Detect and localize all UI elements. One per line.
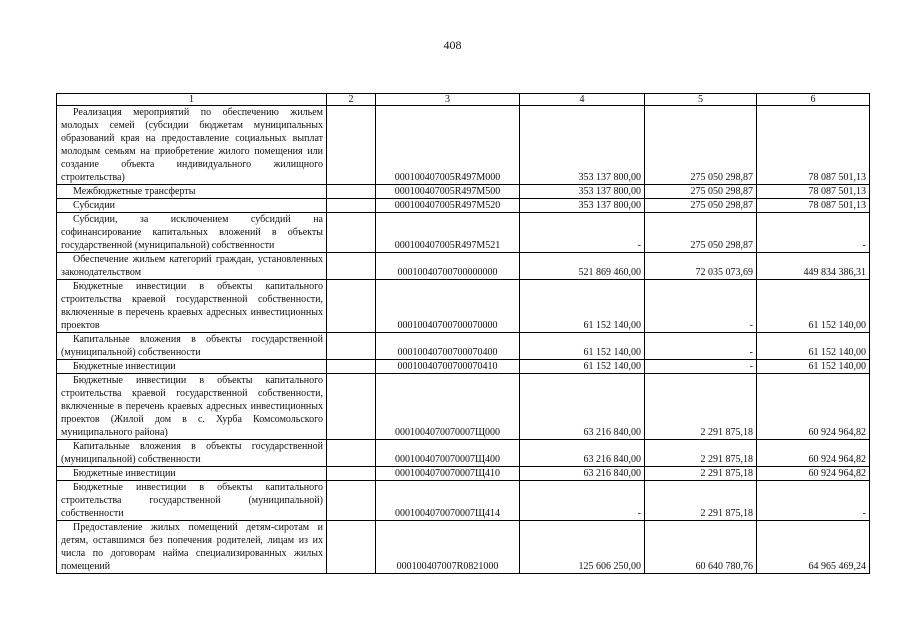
row-value-4-cell: 63 216 840,00 <box>520 374 645 440</box>
row-code-cell: 000100407005R497M500 <box>376 185 520 199</box>
row-value-5-cell: - <box>645 360 757 374</box>
table-row <box>57 333 870 360</box>
row-value-6-cell: 78 087 501,13 <box>757 185 870 199</box>
column-header: 4 <box>520 94 645 106</box>
row-value-5-cell: 2 291 875,18 <box>645 481 757 521</box>
row-code-cell: 0001004070070007Щ400 <box>376 440 520 467</box>
row-value-5-cell: 60 640 780,76 <box>645 521 757 574</box>
row-value-4-cell: 63 216 840,00 <box>520 440 645 467</box>
row-value-4-cell: - <box>520 213 645 253</box>
row-name-cell: Субсидии <box>57 199 327 213</box>
budget-table <box>56 93 870 574</box>
row-col2-cell <box>327 374 376 440</box>
row-code-cell: 000100407005R497M520 <box>376 199 520 213</box>
table-row <box>57 213 870 253</box>
table-row <box>57 360 870 374</box>
table-row <box>57 199 870 213</box>
row-col2-cell <box>327 333 376 360</box>
row-name-cell: Межбюджетные трансферты <box>57 185 327 199</box>
row-value-5-cell: 275 050 298,87 <box>645 106 757 185</box>
page-number: 408 <box>443 38 462 52</box>
table-row <box>57 185 870 199</box>
row-value-5-cell: - <box>645 280 757 333</box>
row-value-5-cell: - <box>645 333 757 360</box>
row-col2-cell <box>327 481 376 521</box>
row-name-cell: Предоставление жилых помещений детям-сиротам и детям, оставшимся без попечения родителей, лицам из их числа по договорам найма специализированных жилых помещений <box>57 521 327 574</box>
row-col2-cell <box>327 199 376 213</box>
table-row <box>57 374 870 440</box>
row-value-4-cell: 353 137 800,00 <box>520 185 645 199</box>
table-body <box>57 106 870 574</box>
row-name-cell: Бюджетные инвестиции в объекты капитального строительства краевой государственной собственности, включенные в перечень краевых адресных инвестиционных проектов (Жилой дом в с. Хурба Комсомольского муниципального района) <box>57 374 327 440</box>
table-row <box>57 106 870 185</box>
row-code-cell: 00010040700700000000 <box>376 253 520 280</box>
table-row <box>57 280 870 333</box>
row-col2-cell <box>327 467 376 481</box>
row-code-cell: 000100407005R497M000 <box>376 106 520 185</box>
row-value-6-cell: 60 924 964,82 <box>757 374 870 440</box>
row-code-cell: 000100407005R497M521 <box>376 213 520 253</box>
table-row <box>57 440 870 467</box>
row-value-5-cell: 2 291 875,18 <box>645 467 757 481</box>
row-col2-cell <box>327 253 376 280</box>
row-value-6-cell: 78 087 501,13 <box>757 199 870 213</box>
row-code-cell: 00010040700700070000 <box>376 280 520 333</box>
row-code-cell: 0001004070070007Щ414 <box>376 481 520 521</box>
row-value-6-cell: 60 924 964,82 <box>757 440 870 467</box>
row-code-cell: 0001004070070007Щ000 <box>376 374 520 440</box>
row-value-6-cell: 61 152 140,00 <box>757 333 870 360</box>
row-code-cell: 00010040700700070400 <box>376 333 520 360</box>
row-value-4-cell: 63 216 840,00 <box>520 467 645 481</box>
row-code-cell: 0001004070070007Щ410 <box>376 467 520 481</box>
row-col2-cell <box>327 280 376 333</box>
row-value-5-cell: 2 291 875,18 <box>645 440 757 467</box>
row-value-5-cell: 275 050 298,87 <box>645 199 757 213</box>
row-value-5-cell: 72 035 073,69 <box>645 253 757 280</box>
table-row <box>57 253 870 280</box>
row-code-cell: 00010040700700070410 <box>376 360 520 374</box>
row-value-6-cell: 61 152 140,00 <box>757 280 870 333</box>
row-name-cell: Бюджетные инвестиции в объекты капитального строительства государственной (муниципальной) собственности <box>57 481 327 521</box>
row-value-4-cell: 353 137 800,00 <box>520 106 645 185</box>
row-value-6-cell: - <box>757 213 870 253</box>
row-col2-cell <box>327 106 376 185</box>
column-header: 2 <box>327 94 376 106</box>
row-name-cell: Субсидии, за исключением субсидий на софинансирование капитальных вложений в объекты государственной (муниципальной) собственности <box>57 213 327 253</box>
row-col2-cell <box>327 360 376 374</box>
row-code-cell: 000100407007R0821000 <box>376 521 520 574</box>
row-value-5-cell: 275 050 298,87 <box>645 213 757 253</box>
row-value-4-cell: 353 137 800,00 <box>520 199 645 213</box>
table-row <box>57 481 870 521</box>
row-name-cell: Капитальные вложения в объекты государственной (муниципальной) собственности <box>57 440 327 467</box>
table-row <box>57 467 870 481</box>
row-value-4-cell: 61 152 140,00 <box>520 360 645 374</box>
row-value-4-cell: 521 869 460,00 <box>520 253 645 280</box>
row-value-5-cell: 2 291 875,18 <box>645 374 757 440</box>
row-value-5-cell: 275 050 298,87 <box>645 185 757 199</box>
table-row <box>57 521 870 574</box>
row-col2-cell <box>327 440 376 467</box>
row-value-6-cell: - <box>757 481 870 521</box>
column-header: 5 <box>645 94 757 106</box>
row-name-cell: Бюджетные инвестиции <box>57 360 327 374</box>
column-header: 6 <box>757 94 870 106</box>
row-name-cell: Бюджетные инвестиции в объекты капитального строительства краевой государственной собственности, включенные в перечень краевых адресных инвестиционных проектов <box>57 280 327 333</box>
header-row <box>57 94 870 106</box>
row-value-4-cell: - <box>520 481 645 521</box>
row-value-6-cell: 449 834 386,31 <box>757 253 870 280</box>
row-value-6-cell: 64 965 469,24 <box>757 521 870 574</box>
column-header: 1 <box>57 94 327 106</box>
row-name-cell: Бюджетные инвестиции <box>57 467 327 481</box>
row-name-cell: Реализация мероприятий по обеспечению жильем молодых семей (субсидии бюджетам муниципальных образований края на предоставление социальных выплат молодым семьям на приобретение жилого помещения или создание объекта индивидуального жилищного строительства) <box>57 106 327 185</box>
row-value-6-cell: 61 152 140,00 <box>757 360 870 374</box>
row-value-6-cell: 60 924 964,82 <box>757 467 870 481</box>
row-col2-cell <box>327 185 376 199</box>
row-value-6-cell: 78 087 501,13 <box>757 106 870 185</box>
row-col2-cell <box>327 213 376 253</box>
row-value-4-cell: 125 606 250,00 <box>520 521 645 574</box>
row-value-4-cell: 61 152 140,00 <box>520 280 645 333</box>
row-name-cell: Капитальные вложения в объекты государственной (муниципальной) собственности <box>57 333 327 360</box>
row-value-4-cell: 61 152 140,00 <box>520 333 645 360</box>
row-name-cell: Обеспечение жильем категорий граждан, установленных законодательством <box>57 253 327 280</box>
row-col2-cell <box>327 521 376 574</box>
column-header: 3 <box>376 94 520 106</box>
